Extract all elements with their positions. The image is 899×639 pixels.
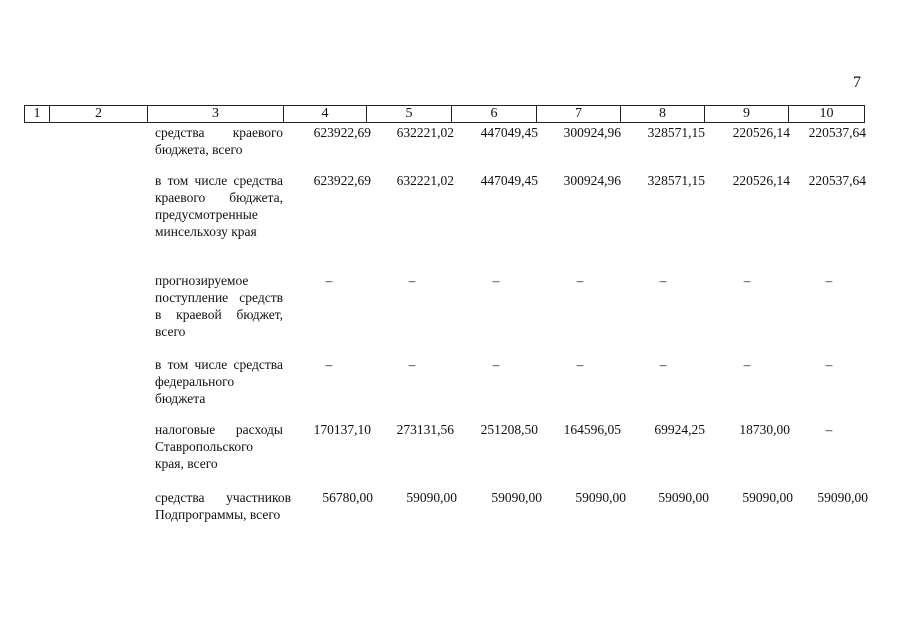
row-value-col-5: 59090,00 (406, 490, 457, 505)
row-value-col-6: 59090,00 (491, 490, 542, 505)
row-value-col-6: 447049,45 (480, 125, 538, 140)
row-value-col-8: 69924,25 (654, 422, 705, 437)
row-value-col-7: – (576, 357, 584, 372)
row-value-col-4: 623922,69 (313, 173, 371, 188)
row-value-col-9: – (743, 273, 751, 288)
row-value-col-5: 632221,02 (396, 173, 454, 188)
header-cell-9: 9 (705, 106, 789, 123)
row-value-col-8: – (659, 273, 667, 288)
row-value-col-6: – (492, 357, 500, 372)
row-value-col-4: 170137,10 (313, 422, 371, 437)
page-number: 7 (853, 74, 861, 91)
row-value-col-8: 328571,15 (647, 173, 705, 188)
row-label: средства участников Подпрограммы, всего (155, 490, 291, 522)
row-value-col-10: – (825, 273, 833, 288)
row-value-col-10: 220537,64 (808, 125, 866, 140)
row-value-col-4: 56780,00 (322, 490, 373, 505)
row-value-col-7: – (576, 273, 584, 288)
header-row (25, 106, 865, 123)
row-value-col-7: 300924,96 (563, 173, 621, 188)
row-value-col-4: – (325, 357, 333, 372)
row-label: в том числе средства федерального бюджета (155, 357, 283, 406)
header-cell-4: 4 (284, 106, 367, 123)
row-value-col-4: 623922,69 (313, 125, 371, 140)
row-label: прогнозируемое поступление средств в краевой бюджет, всего (155, 273, 283, 339)
header-cell-6: 6 (452, 106, 537, 123)
row-value-col-8: 59090,00 (658, 490, 709, 505)
header-cell-5: 5 (367, 106, 452, 123)
header-cell-7: 7 (537, 106, 621, 123)
row-value-col-8: 328571,15 (647, 125, 705, 140)
row-value-col-5: 632221,02 (396, 125, 454, 140)
row-label: средства краевого бюджета, всего (155, 125, 283, 157)
row-value-col-7: 164596,05 (563, 422, 621, 437)
header-cell-1: 1 (25, 106, 50, 123)
row-value-col-9: – (743, 357, 751, 372)
header-cell-2: 2 (50, 106, 148, 123)
row-value-col-10: – (825, 422, 833, 437)
row-value-col-6: – (492, 273, 500, 288)
row-label: в том числе средства краевого бюджета, предусмотренные минсельхозу края (155, 173, 283, 239)
row-value-col-5: – (408, 357, 416, 372)
row-value-col-10: 220537,64 (808, 173, 866, 188)
row-value-col-6: 447049,45 (480, 173, 538, 188)
row-value-col-8: – (659, 357, 667, 372)
row-value-col-10: – (825, 357, 833, 372)
row-value-col-9: 220526,14 (732, 173, 790, 188)
row-label: налоговые расходы Ставропольского края, всего (155, 422, 283, 471)
column-header-table (24, 105, 865, 123)
row-value-col-4: – (325, 273, 333, 288)
header-cell-3: 3 (148, 106, 284, 123)
row-value-col-7: 300924,96 (563, 125, 621, 140)
row-value-col-9: 18730,00 (739, 422, 790, 437)
row-value-col-6: 251208,50 (480, 422, 538, 437)
row-value-col-5: – (408, 273, 416, 288)
header-cell-8: 8 (621, 106, 705, 123)
row-value-col-9: 59090,00 (742, 490, 793, 505)
row-value-col-7: 59090,00 (575, 490, 626, 505)
row-value-col-9: 220526,14 (732, 125, 790, 140)
row-value-col-10: 59090,00 (817, 490, 868, 505)
header-cell-10: 10 (789, 106, 865, 123)
row-value-col-5: 273131,56 (396, 422, 454, 437)
